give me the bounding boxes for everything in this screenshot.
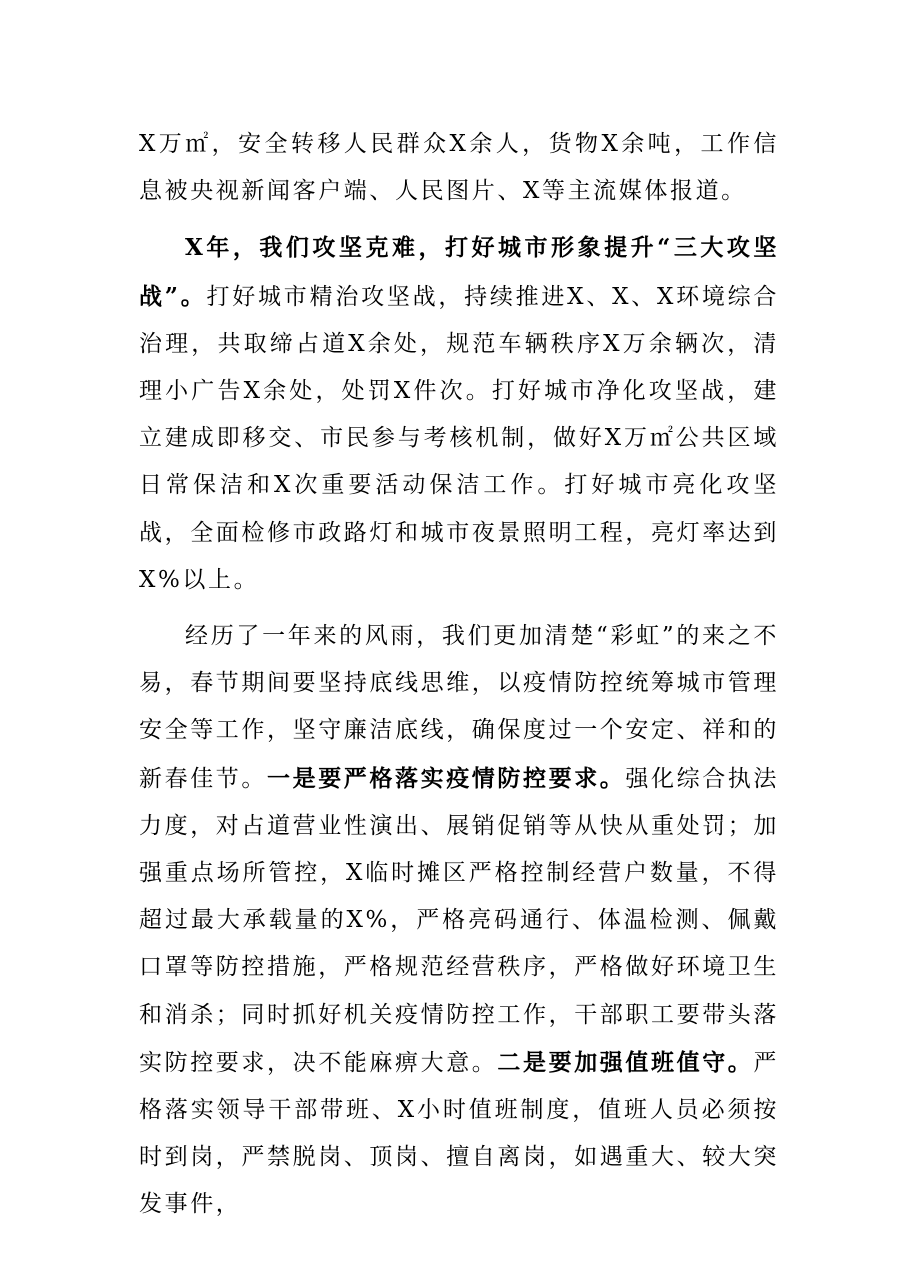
document-body	[139, 121, 779, 1238]
paragraph-3-intro: 经历了一年来的风雨，我们更加清楚“彩虹”的来之不易，春节期间要坚持底线思维，以疫情防控统筹城市管理安全等工作，坚守廉洁底线，确保度过一个安定、祥和的新春佳节。	[139, 623, 779, 792]
paragraph-3-point-2-heading: 二是要加强值班值守。	[497, 1048, 754, 1076]
paragraph-2-heading: X年，我们攻坚克难，打好城市形象提升“三大攻坚战”。	[139, 234, 779, 310]
paragraph-3-point-1-text: 强化综合执法力度，对占道营业性演出、展销促销等从快从重处罚；加强重点场所管控，X临时摊区严格控制经营户数量，不得超过最大承载量的X%，严格亮码通行、体温检测、佩戴口罩等防控措施，严格规范经营秩序，严格做好环境卫生和消杀；同时抓好机关疫情防控工作，干部职工要带头落实防控要求，决不能麻痹大意。	[139, 765, 780, 1076]
paragraph-2-text: 打好城市精治攻坚战，持续推进X、X、X环境综合治理，共取缔占道X余处，规范车辆秩序X万余辆次，清理小广告X余处，处罚X件次。打好城市净化攻坚战，建立建成即移交、市民参与考核机制，做好X万㎡公共区域日常保洁和X次重要活动保洁工作。打好城市亮化攻坚战，全面检修市政路灯和城市夜景照明工程，亮灯率达到X%以上。	[139, 283, 779, 593]
paragraph-1	[139, 121, 779, 215]
paragraph-2	[139, 224, 779, 604]
paragraph-3-point-1-heading: 一是要严格落实疫情防控要求。	[267, 764, 626, 792]
paragraph-1-text: X万㎡，安全转移人民群众X余人，货物X余吨，工作信息被央视新闻客户端、人民图片、X等主流媒体报道。	[139, 131, 779, 205]
paragraph-3-point-2-text: 严格落实领导干部带班、X小时值班制度，值班人员必须按时到岗，严禁脱岗、顶岗、擅自离岗，如遇重大、较大突发事件，	[139, 1049, 780, 1218]
paragraph-3	[139, 613, 779, 1229]
